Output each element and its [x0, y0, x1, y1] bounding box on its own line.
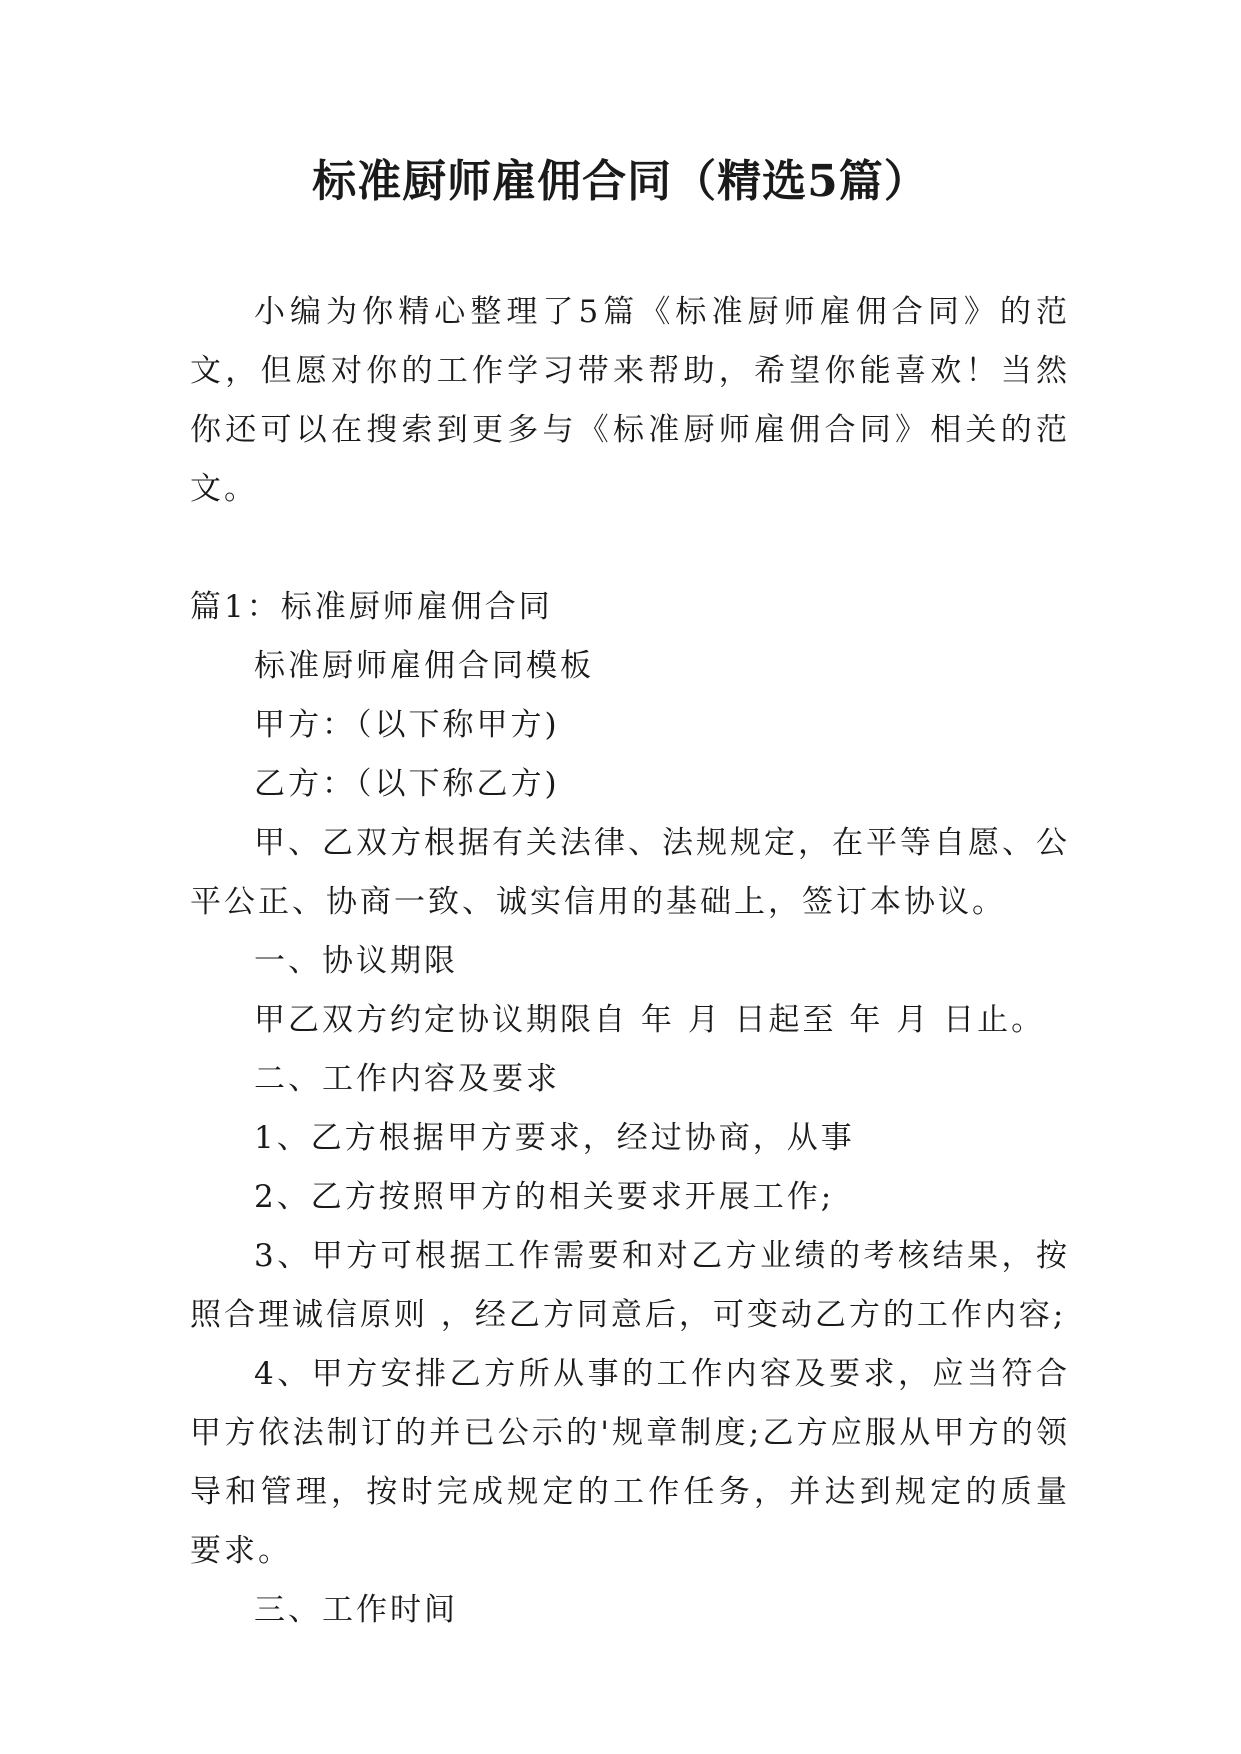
work-item-2: 2、乙方按照甲方的相关要求开展工作; — [254, 1179, 835, 1215]
work-item-3: 3、甲方可根据工作需要和对乙方业绩的考核结果，按照合理诚信原则 ，经乙方同意后，可变动乙方的工作内容; — [190, 1238, 1070, 1333]
work-item-1: 1、乙方根据甲方要求，经过协商，从事 — [254, 1120, 855, 1156]
document-title: 标准厨师雇佣合同（精选5篇） — [312, 156, 929, 207]
intro-paragraph: 小编为你精心整理了5篇《标准厨师雇佣合同》的范文，但愿对你的工作学习带来帮助，希望你能喜欢！当然你还可以在搜索到更多与《标准厨师雇佣合同》相关的范文。 — [190, 294, 1070, 507]
clause-heading-hours: 三、工作时间 — [254, 1592, 458, 1628]
agreement-preamble: 甲、乙双方根据有关法律、法规规定，在平等自愿、公平公正、协商一致、诚实信用的基础上，签订本协议。 — [190, 825, 1070, 920]
term-paragraph: 甲乙双方约定协议期限自 年 月 日起至 年 月 日止。 — [254, 1002, 1046, 1038]
clause-heading-term: 一、协议期限 — [254, 943, 458, 979]
contract-subtitle: 标准厨师雇佣合同模板 — [254, 648, 594, 684]
party-b-line: 乙方：（以下称乙方) — [254, 766, 560, 802]
work-item-4: 4、甲方安排乙方所从事的工作内容及要求，应当符合甲方依法制订的并已公示的'规章制度;乙方应服从甲方的领导和管理，按时完成规定的工作任务，并达到规定的质量要求。 — [190, 1356, 1070, 1569]
party-a-line: 甲方：（以下称甲方) — [254, 707, 560, 743]
document-body — [190, 283, 1070, 1640]
clause-heading-work: 二、工作内容及要求 — [254, 1061, 560, 1097]
section-heading: 篇1：标准厨师雇佣合同 — [190, 589, 553, 625]
